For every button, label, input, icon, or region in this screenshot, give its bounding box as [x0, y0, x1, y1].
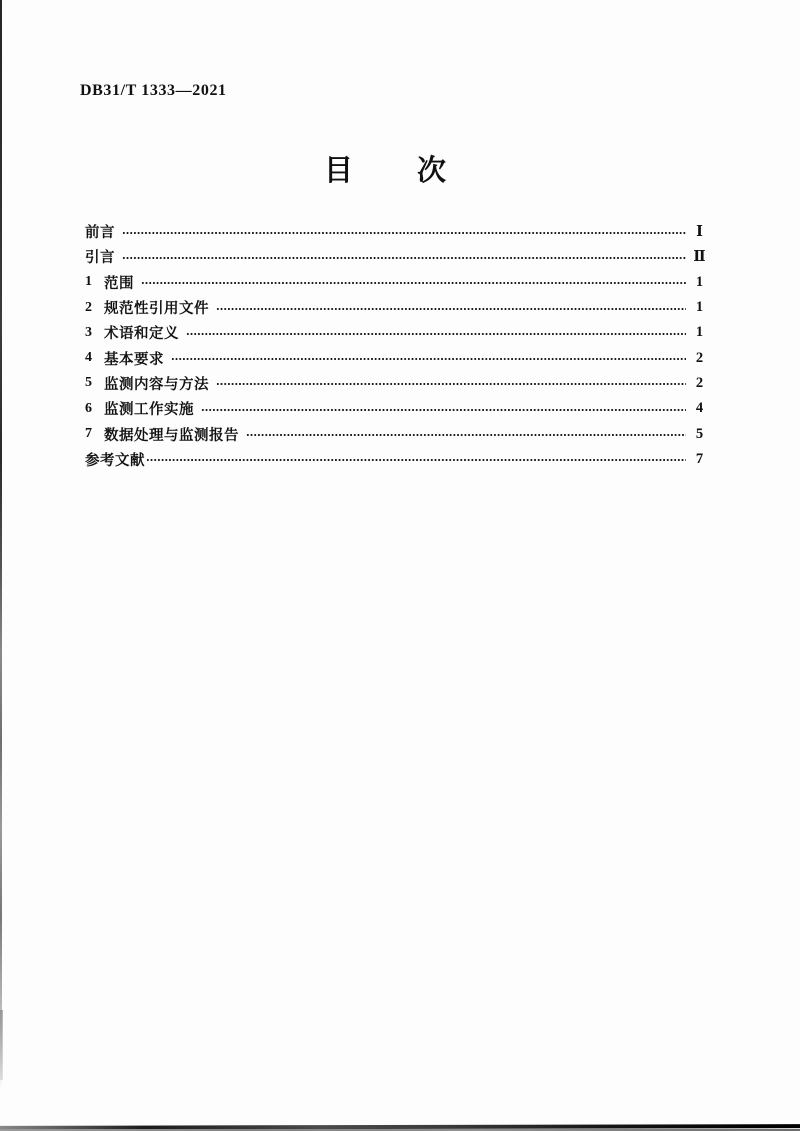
- toc-entry-number: 5: [85, 375, 92, 391]
- toc-entry-number: 4: [85, 350, 92, 366]
- toc-row: [85, 320, 708, 345]
- toc-entry-number: 7: [85, 426, 92, 442]
- toc-entry-label: 引言: [85, 250, 115, 267]
- toc-entry-number: 3: [85, 324, 92, 340]
- document-code: DB31/T 1333—2021: [80, 82, 227, 99]
- toc-entry-page: 5: [695, 425, 704, 442]
- toc-entry-page: Ⅰ: [696, 223, 703, 240]
- toc-entry-label: 参考文献: [85, 452, 145, 469]
- toc-entry-label: 数据处理与监测报告: [104, 427, 239, 444]
- toc-entry-label: 术语和定义: [104, 326, 179, 343]
- toc-entry-label: 监测工作实施: [104, 402, 194, 419]
- page-title: 目 次: [323, 155, 448, 187]
- toc-row: [85, 244, 708, 269]
- toc-entry-page: 4: [695, 400, 704, 417]
- toc-row: [85, 371, 708, 396]
- scan-artifact-left-smudge: [0, 1010, 3, 1080]
- toc-entry-label: 规范性引用文件: [104, 301, 209, 318]
- toc-entry-page: 1: [695, 273, 704, 290]
- dot-leader: [216, 381, 686, 387]
- toc-entry-label: 监测内容与方法: [104, 376, 209, 393]
- dot-leader: [141, 280, 686, 286]
- toc-entry-page: 1: [695, 324, 704, 341]
- dot-leader: [186, 331, 686, 337]
- dot-leader: [171, 356, 686, 362]
- toc-row: [85, 421, 708, 446]
- toc-entry-label: 范围: [104, 275, 134, 292]
- toc-entry-page: 1: [695, 299, 704, 316]
- dot-leader: [122, 230, 686, 236]
- toc-entry-page: 2: [695, 349, 704, 366]
- toc-entry-page: Ⅱ: [693, 248, 706, 265]
- toc-list: [85, 219, 708, 472]
- toc-entry-number: 6: [85, 400, 92, 416]
- dot-leader: [201, 407, 686, 413]
- toc-row: [85, 219, 708, 244]
- dot-leader: [246, 432, 686, 438]
- toc-entry-page: 2: [695, 374, 704, 391]
- dot-leader: [216, 306, 686, 312]
- toc-entry-label: 前言: [85, 225, 115, 242]
- toc-row: [85, 396, 708, 421]
- dot-leader: [122, 255, 686, 261]
- toc-row: [85, 270, 708, 295]
- toc-row: [85, 345, 708, 370]
- toc-entry-page: 7: [695, 450, 704, 467]
- toc-entry-number: 1: [85, 274, 92, 290]
- toc-entry-label: 基本要求: [104, 351, 164, 368]
- toc-entry-number: 2: [85, 299, 92, 315]
- toc-row: [85, 447, 708, 472]
- toc-row: [85, 295, 708, 320]
- dot-leader: [146, 457, 686, 463]
